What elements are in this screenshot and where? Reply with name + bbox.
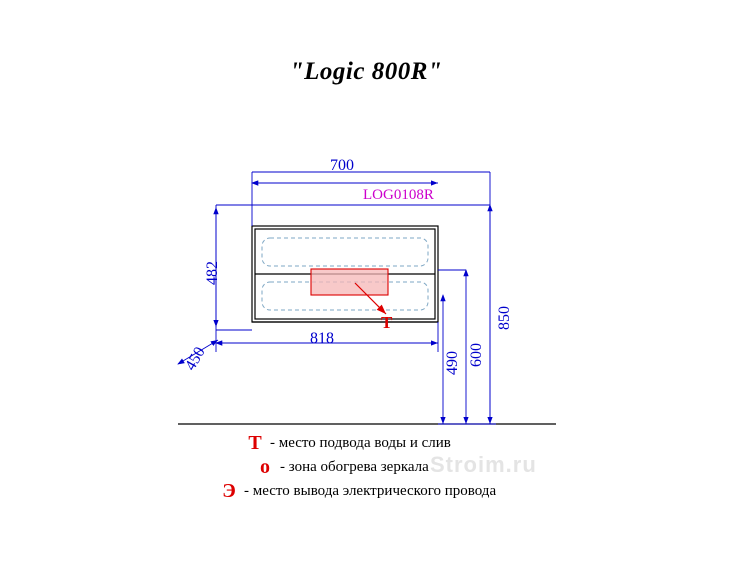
- mirror-heat-zone: [311, 269, 388, 295]
- dimension-450: 450: [182, 344, 209, 374]
- page-title: "Logic 800R": [289, 58, 443, 85]
- dimension-482: 482: [204, 261, 221, 285]
- dimension-600: 600: [468, 343, 485, 367]
- legend-item-label: - место вывода электрического провода: [244, 483, 497, 499]
- legend-item-label: - место подвода воды и слив: [270, 435, 451, 451]
- dimension-700: 700: [330, 157, 354, 174]
- dimension-lines: [178, 172, 496, 424]
- mirror-heat-symbol-icon: o: [260, 456, 270, 478]
- legend-item-label: - зона обогрева зеркала: [280, 459, 429, 475]
- legend: [218, 432, 638, 504]
- water-marker: T: [381, 313, 393, 332]
- product-code-label: LOG0108R: [363, 187, 434, 203]
- legend-item: [218, 480, 638, 504]
- water-symbol-icon: T: [248, 432, 262, 454]
- dimension-490: 490: [444, 351, 461, 375]
- legend-item: [218, 456, 638, 480]
- legend-item: [218, 432, 638, 456]
- dimension-818: 818: [310, 330, 334, 347]
- watermark: Stroim.ru: [430, 452, 537, 477]
- dimension-850: 850: [496, 306, 513, 330]
- electric-symbol-icon: Э: [222, 480, 236, 502]
